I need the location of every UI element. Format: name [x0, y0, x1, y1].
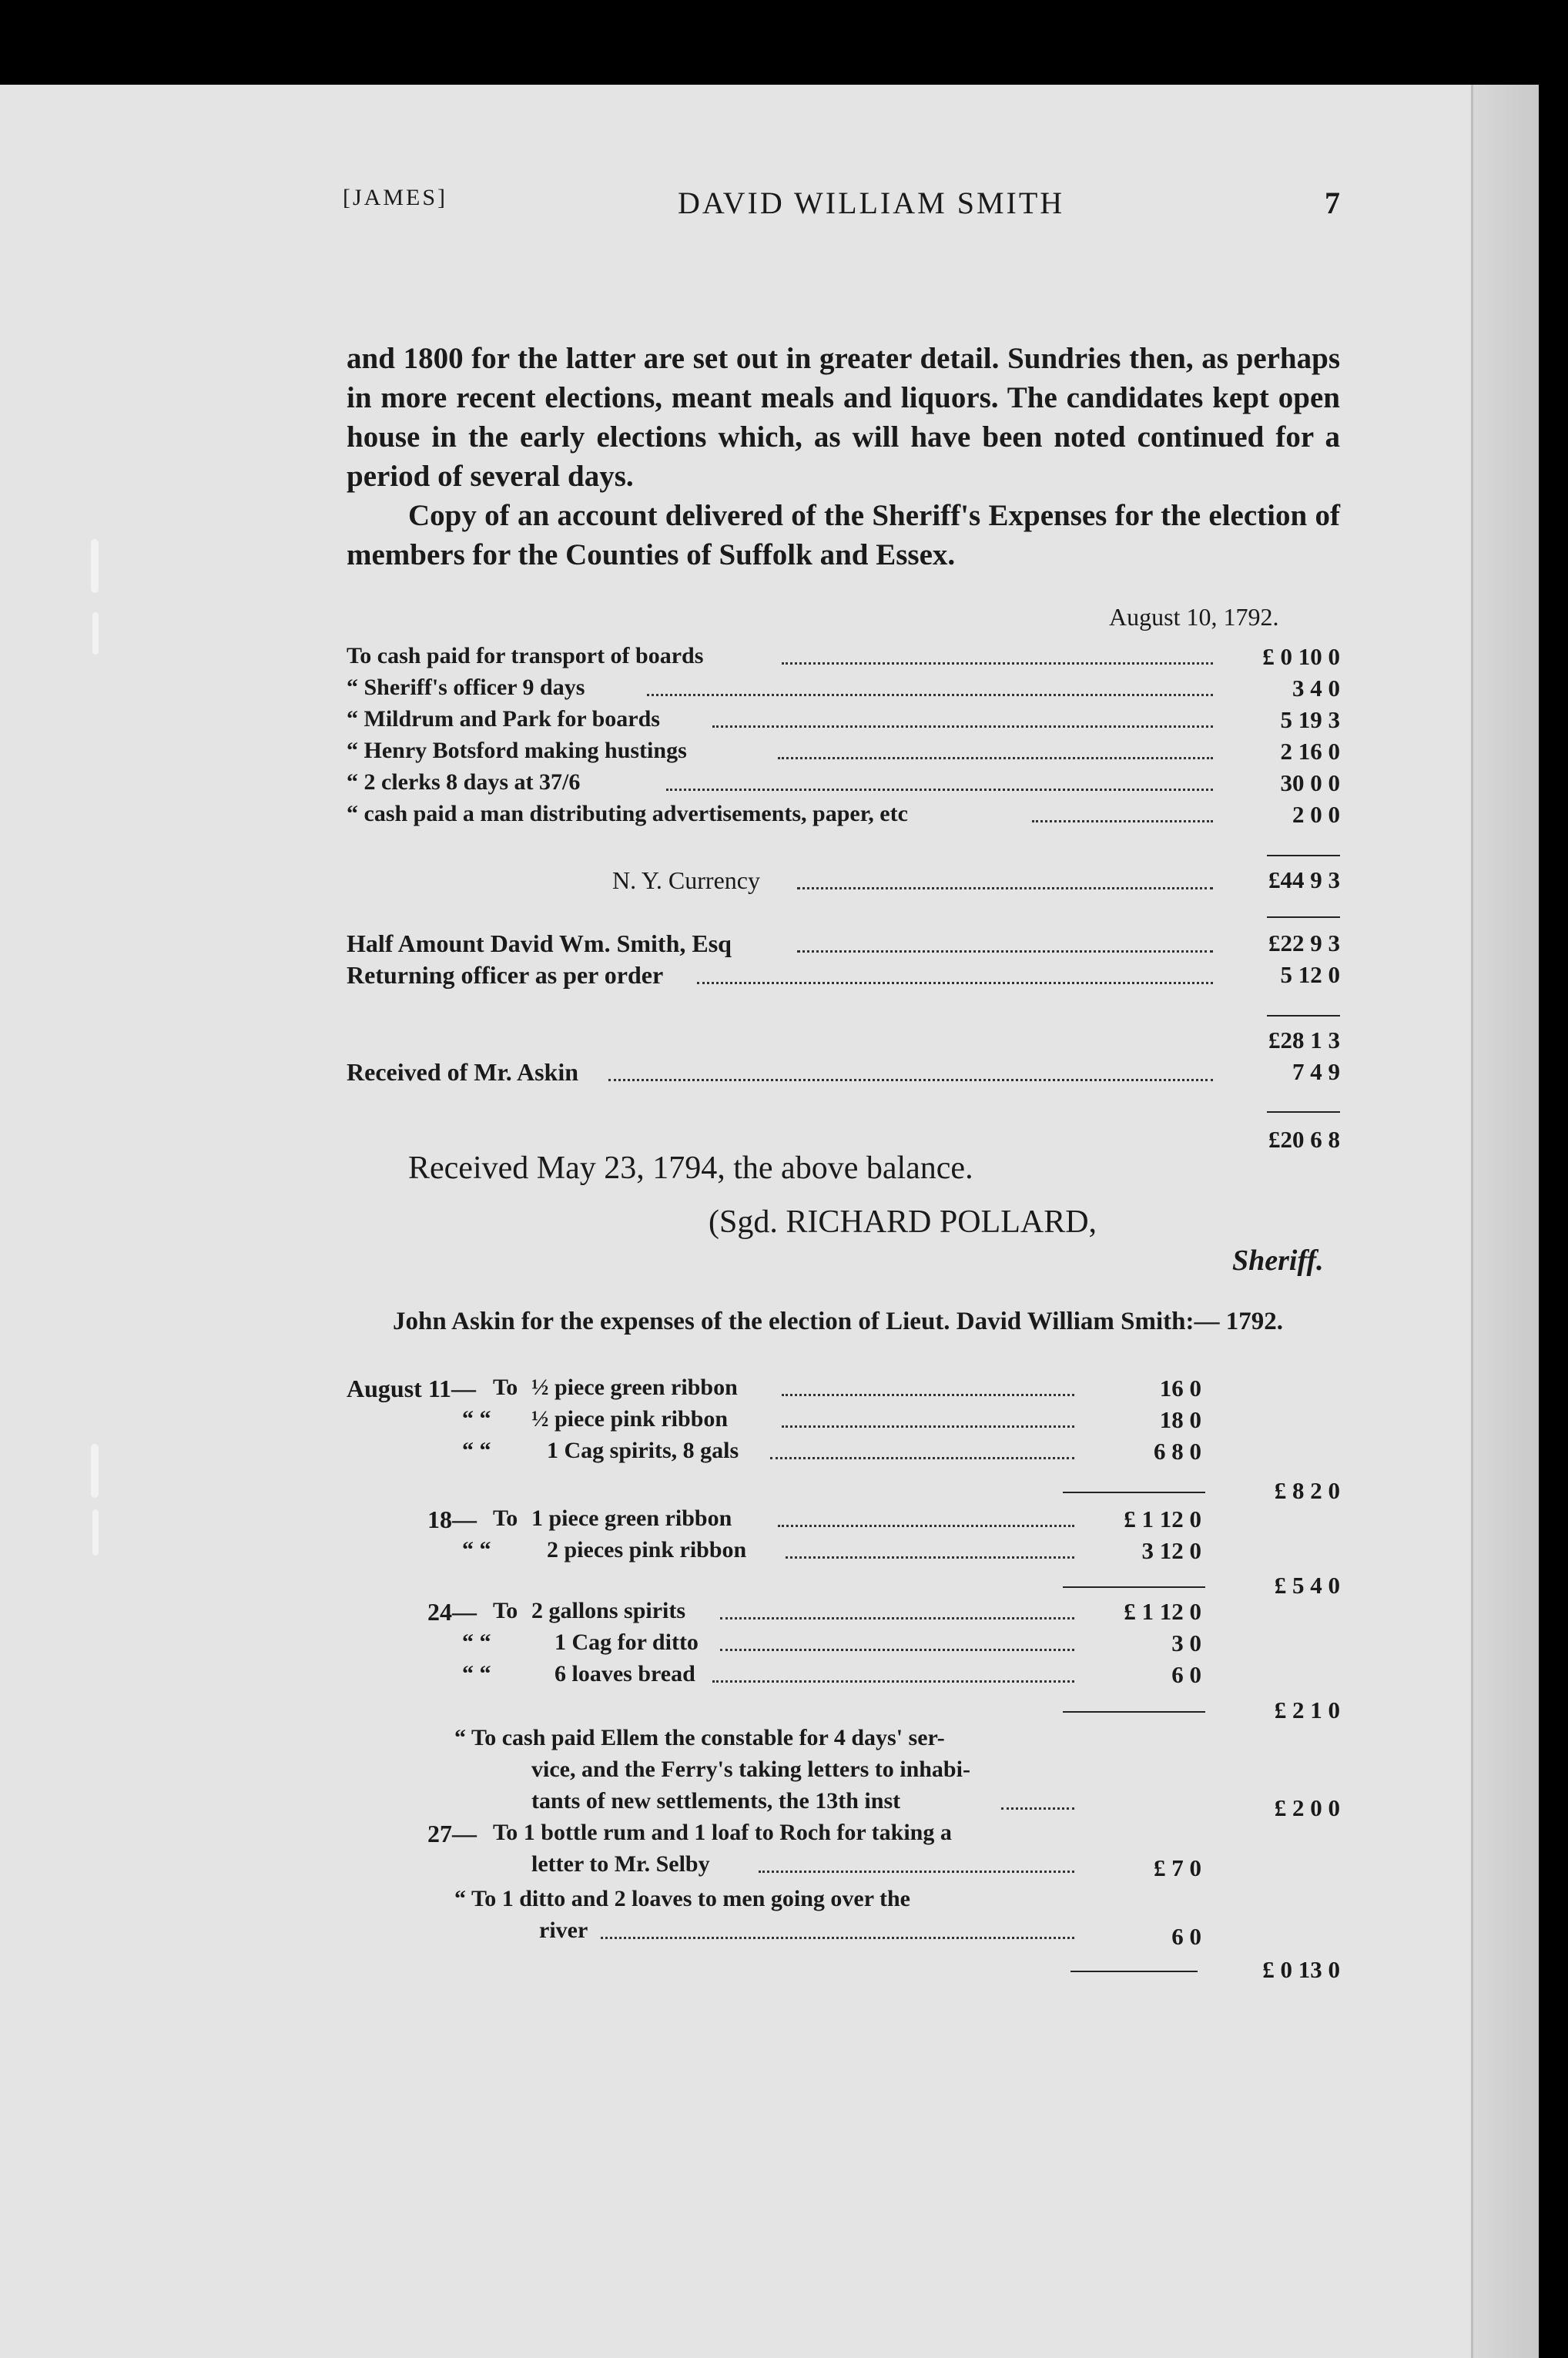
ledger-amount: 30 0 0 [1280, 769, 1340, 796]
running-head-title: DAVID WILLIAM SMITH [678, 186, 1065, 220]
intro-text [347, 339, 1340, 574]
entry-amount: 3 12 0 [1141, 1537, 1201, 1564]
ledger-amount: 2 16 0 [1280, 738, 1340, 765]
entry-text: 1 Cag spirits, 8 gals [547, 1438, 739, 1463]
entry-text: vice, and the Ferry's taking letters to inhabi- [531, 1757, 970, 1782]
final-total: £ 0 13 0 [1262, 1956, 1340, 1983]
sum-rule [1063, 1586, 1205, 1588]
returning-officer-label: Returning officer as per order [347, 961, 664, 989]
group-total: £ 8 2 0 [1274, 1477, 1340, 1504]
dot-leader [608, 1079, 1213, 1081]
received-amount: 7 4 9 [1292, 1058, 1340, 1085]
dot-leader [770, 1457, 1074, 1459]
ledger-item: “ cash paid a man distributing advertisements, paper, etc [347, 801, 908, 826]
entry-amount: 6 0 [1171, 1923, 1201, 1950]
signature: (Sgd. RICHARD POLLARD, [709, 1204, 1097, 1240]
sum-rule [1267, 1111, 1340, 1113]
account-heading: John Askin for the expenses of the election of Lieut. David William Smith:— 1792. [393, 1308, 1283, 1335]
dot-leader [697, 982, 1213, 984]
dot-leader [782, 1394, 1074, 1396]
currency-total: £44 9 3 [1268, 866, 1340, 893]
dot-leader [797, 950, 1213, 953]
dot-leader [759, 1871, 1074, 1873]
dot-leader [782, 1425, 1074, 1428]
receipt-line: Received May 23, 1794, the above balance. [408, 1151, 973, 1186]
entry-prefix: “ “ [462, 1661, 491, 1686]
sum-rule [1063, 1711, 1205, 1713]
dot-leader [1001, 1807, 1074, 1810]
sum-rule [1267, 1015, 1340, 1017]
subtotal: £28 1 3 [1268, 1027, 1340, 1053]
margin-mark [91, 1444, 99, 1498]
ledger-amount: 5 19 3 [1280, 706, 1340, 733]
entry-prefix: To [493, 1506, 518, 1531]
entry-text: 1 piece green ribbon [531, 1506, 732, 1531]
dot-leader [601, 1937, 1074, 1939]
dot-leader [712, 725, 1213, 728]
entry-amount: £ 1 12 0 [1124, 1598, 1201, 1625]
dot-leader [778, 1525, 1074, 1527]
sum-rule [1267, 916, 1340, 918]
entry-amount: 6 0 [1171, 1661, 1201, 1688]
margin-mark [92, 1509, 99, 1556]
entry-text: 6 loaves bread [554, 1661, 695, 1686]
ledger-amount: £ 0 10 0 [1262, 643, 1340, 670]
entry-text: river [539, 1918, 588, 1943]
margin-mark [91, 539, 99, 593]
entry-text: 1 Cag for ditto [554, 1629, 699, 1655]
received-label: Received of Mr. Askin [347, 1058, 579, 1086]
dot-leader [782, 662, 1213, 665]
entry-text: “ To cash paid Ellem the constable for 4 days' ser- [454, 1725, 945, 1750]
entry-date: 18— [427, 1506, 477, 1533]
dot-leader [712, 1680, 1074, 1683]
entry-text: “ To 1 ditto and 2 loaves to men going over the [454, 1886, 910, 1911]
ledger-item: “ 2 clerks 8 days at 37/6 [347, 769, 581, 795]
entry-text: ½ piece green ribbon [531, 1375, 738, 1400]
entry-prefix: “ “ [462, 1406, 491, 1432]
intro-paragraph: Copy of an account delivered of the Sheriff's Expenses for the election of members for the Counties of Suffolk and Essex. [347, 499, 1340, 571]
entry-prefix: “ “ [462, 1438, 491, 1463]
signature-title: Sheriff. [1232, 1244, 1324, 1277]
ledger-amount: 2 0 0 [1292, 801, 1340, 828]
entry-date: August 11— [347, 1375, 477, 1402]
entry-total: £ 2 0 0 [1274, 1794, 1340, 1821]
sum-rule [1063, 1492, 1205, 1493]
balance: £20 6 8 [1268, 1126, 1340, 1153]
dot-leader [797, 887, 1213, 889]
margin-mark [92, 612, 99, 655]
sum-rule [1070, 1971, 1198, 1972]
group-total: £ 2 1 0 [1274, 1696, 1340, 1723]
half-amount: £22 9 3 [1268, 929, 1340, 956]
entry-date: 27— [427, 1820, 477, 1847]
entry-amount: £ 7 0 [1154, 1854, 1201, 1881]
entry-prefix: To [493, 1375, 518, 1400]
entry-amount: 16 0 [1159, 1375, 1201, 1402]
entry-amount: £ 1 12 0 [1124, 1506, 1201, 1532]
entry-amount: 6 8 0 [1154, 1438, 1201, 1465]
ledger-item: “ Mildrum and Park for boards [347, 706, 660, 732]
intro-paragraph: and 1800 for the latter are set out in greater detail. Sundries then, as perhaps in more recent elections, meant meals and liquors. The candidates kept open house in the early elections which, as will have been noted continued for a period of several days. [347, 342, 1340, 493]
ledger-item: “ Sheriff's officer 9 days [347, 675, 585, 700]
entry-text: ½ piece pink ribbon [531, 1406, 729, 1432]
page-number: 7 [1325, 186, 1342, 220]
entry-text: 2 gallons spirits [531, 1598, 686, 1623]
dot-leader [647, 694, 1213, 696]
entry-text: tants of new settlements, the 13th inst [531, 1788, 901, 1814]
dot-leader [778, 757, 1213, 759]
ledger-item: “ Henry Botsford making hustings [347, 738, 687, 763]
entry-text: letter to Mr. Selby [531, 1851, 710, 1877]
ledger-item: To cash paid for transport of boards [347, 643, 704, 668]
dot-leader [786, 1556, 1074, 1559]
entry-prefix: “ “ [462, 1629, 491, 1655]
ledger-amount: 3 4 0 [1292, 675, 1340, 702]
entry-prefix: “ “ [462, 1537, 491, 1563]
dot-leader [720, 1617, 1074, 1619]
entry-date: 24— [427, 1598, 477, 1626]
entry-prefix: To [493, 1598, 518, 1623]
currency-label: N. Y. Currency [612, 866, 760, 894]
entry-text: 2 pieces pink ribbon [547, 1537, 747, 1563]
dot-leader [666, 789, 1213, 791]
entry-amount: 18 0 [1159, 1406, 1201, 1433]
group-total: £ 5 4 0 [1274, 1572, 1340, 1599]
sum-rule [1267, 855, 1340, 856]
entry-text: To 1 bottle rum and 1 loaf to Roch for taking a [493, 1820, 952, 1845]
entry-amount: 3 0 [1171, 1629, 1201, 1656]
returning-officer-amount: 5 12 0 [1280, 961, 1340, 988]
half-amount-label: Half Amount David Wm. Smith, Esq [347, 929, 732, 957]
account-date: August 10, 1792. [1109, 603, 1279, 631]
dot-leader [720, 1649, 1074, 1651]
running-head-left: [JAMES] [343, 185, 448, 210]
page-edge [1471, 85, 1539, 2358]
